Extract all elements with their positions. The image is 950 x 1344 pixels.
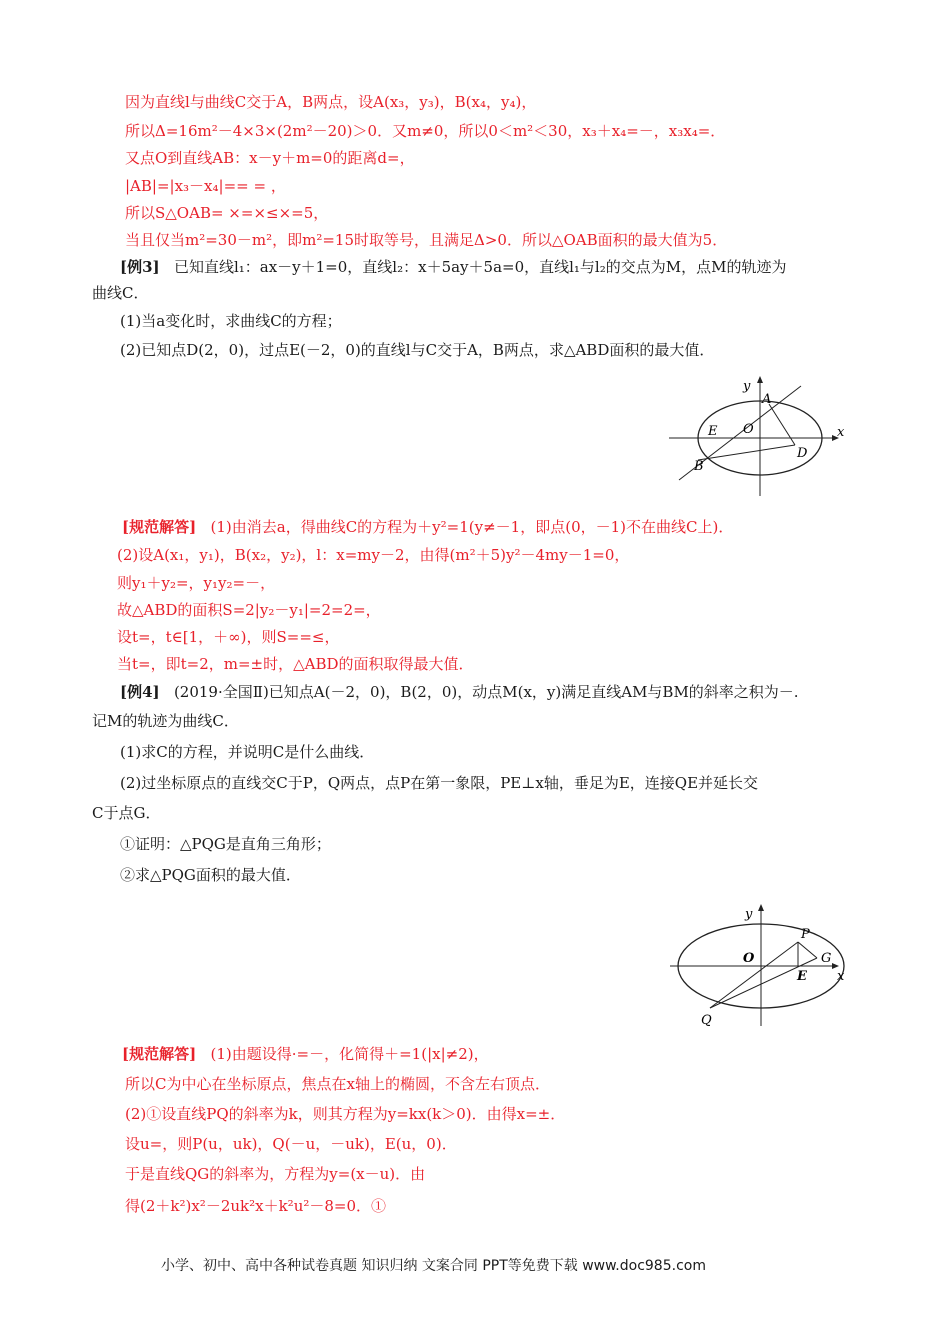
example-4-question-1: (1)求C的方程，并说明C是什么曲线． [120,743,375,761]
example-3-stem [120,257,786,277]
y-axis-arrow [758,904,764,911]
label-a: A [762,392,772,407]
label-x: x [837,969,845,984]
example-label: [例3] [120,258,160,276]
solution-3-line-1 [122,517,733,537]
segment-ad [769,404,795,445]
example-4-stem-cont: 记M的轨迹为曲线C． [92,712,239,730]
label-y: y [743,379,751,394]
example-3-question-2: (2)已知点D(2，0)，过点E(－2，0)的直线l与C交于A，B两点，求△ABD面积的最大值． [120,341,715,359]
solution-line: (2)设A(x₁，y₁)，B(x₂，y₂)，l：x=my－2，由得(m²＋5)y²－4my－1=0， [117,546,630,564]
example-text: 已知直线l₁：ax－y＋1=0，直线l₂：x＋5ay＋5a=0，直线l₁与l₂的交点为M，点M的轨迹为 [173,258,787,276]
segment-pg [798,942,817,958]
solution-label: [规范解答] [122,1045,197,1063]
solution-line: 设u=，则P(u，uk)，Q(－u，－uk)，E(u，0)． [125,1135,457,1153]
solution-label: [规范解答] [122,518,197,536]
solution-line: 所以S△OAB= ×=×≤×=5， [125,204,329,222]
solution-line: 则y₁＋y₂=，y₁y₂=－， [117,574,276,592]
example-text: (2019·全国Ⅱ)已知点A(－2，0)，B(2，0)，动点M(x，y)满足直线AM与BM的斜率之积为－. [173,683,799,701]
solution-line: 所以Δ=16m²－4×3×(2m²－20)＞0．又m≠0，所以0＜m²＜30，x₃＋x₄=－，x₃x₄=． [125,122,726,140]
solution-4-line-1 [122,1044,489,1064]
example-3-question-1: (1)当a变化时，求曲线C的方程； [120,312,342,330]
label-g: G [821,951,832,966]
solution-line: 因为直线l与曲线C交于A，B两点，设A(x₃，y₃)，B(x₄，y₄)， [125,93,537,111]
label-x: x [837,425,845,440]
label-b: B [694,459,704,474]
solution-line: 得(2＋k²)x²－2uk²x＋k²u²－8=0．① [125,1197,387,1215]
solution-text: (1)由题设得·=－，化简得＋=1(|x|≠2)， [210,1045,489,1063]
example-4-subquestion-1: ①证明：△PQG是直角三角形； [120,835,331,853]
ellipse-figure-abd [655,372,860,500]
example-4-question-2-cont: C于点G． [92,804,161,822]
solution-line: 故△ABD的面积S=2|y₂－y₁|=2=2=， [117,601,381,619]
label-o: O [743,422,754,437]
solution-line: 设t=，t∈[1，＋∞)，则S==≤， [117,628,340,646]
solution-line: |AB|=|x₃－x₄|== = ， [125,177,286,195]
label-e: E [797,969,807,984]
label-q: Q [701,1013,712,1028]
example-label: [例4] [120,683,160,701]
ellipse-figure-pqg [665,900,855,1030]
label-p: P [801,927,810,942]
label-o: O [743,951,755,966]
example-3-stem-cont: 曲线C． [92,284,149,302]
example-4-subquestion-2: ②求△PQG面积的最大值． [120,866,301,884]
y-axis-arrow [757,376,763,383]
solution-line: 当t=，即t=2，m=±时，△ABD的面积取得最大值． [117,655,474,673]
segment-bd [698,445,795,460]
solution-line: 又点O到直线AB：x－y＋m=0的距离d=， [125,149,415,167]
label-d: D [797,446,808,461]
solution-line: 所以C为中心在坐标原点，焦点在x轴上的椭圆，不含左右顶点． [125,1075,550,1093]
solution-text: (1)由消去a，得曲线C的方程为＋y²=1(y≠－1，即点(0，－1)不在曲线C上)． [210,518,734,536]
solution-line: (2)①设直线PQ的斜率为k，则其方程为y=kx(k＞0)．由得x=±． [125,1105,566,1123]
solution-line: 当且仅当m²=30－m²，即m²=15时取等号，且满足Δ>0．所以△OAB面积的最大值为5． [125,231,728,249]
label-y: y [745,907,753,922]
label-e: E [708,424,718,439]
example-4-stem [120,682,799,702]
example-4-question-2: (2)过坐标原点的直线交C于P，Q两点，点P在第一象限，PE⊥x轴，垂足为E，连接QE并延长交 [120,774,759,792]
solution-line: 于是直线QG的斜率为，方程为y=(x－u)．由 [125,1165,426,1183]
page-footer: 小学、初中、高中各种试卷真题 知识归纳 文案合同 PPT等免费下载 www.doc985.com [161,1258,706,1274]
